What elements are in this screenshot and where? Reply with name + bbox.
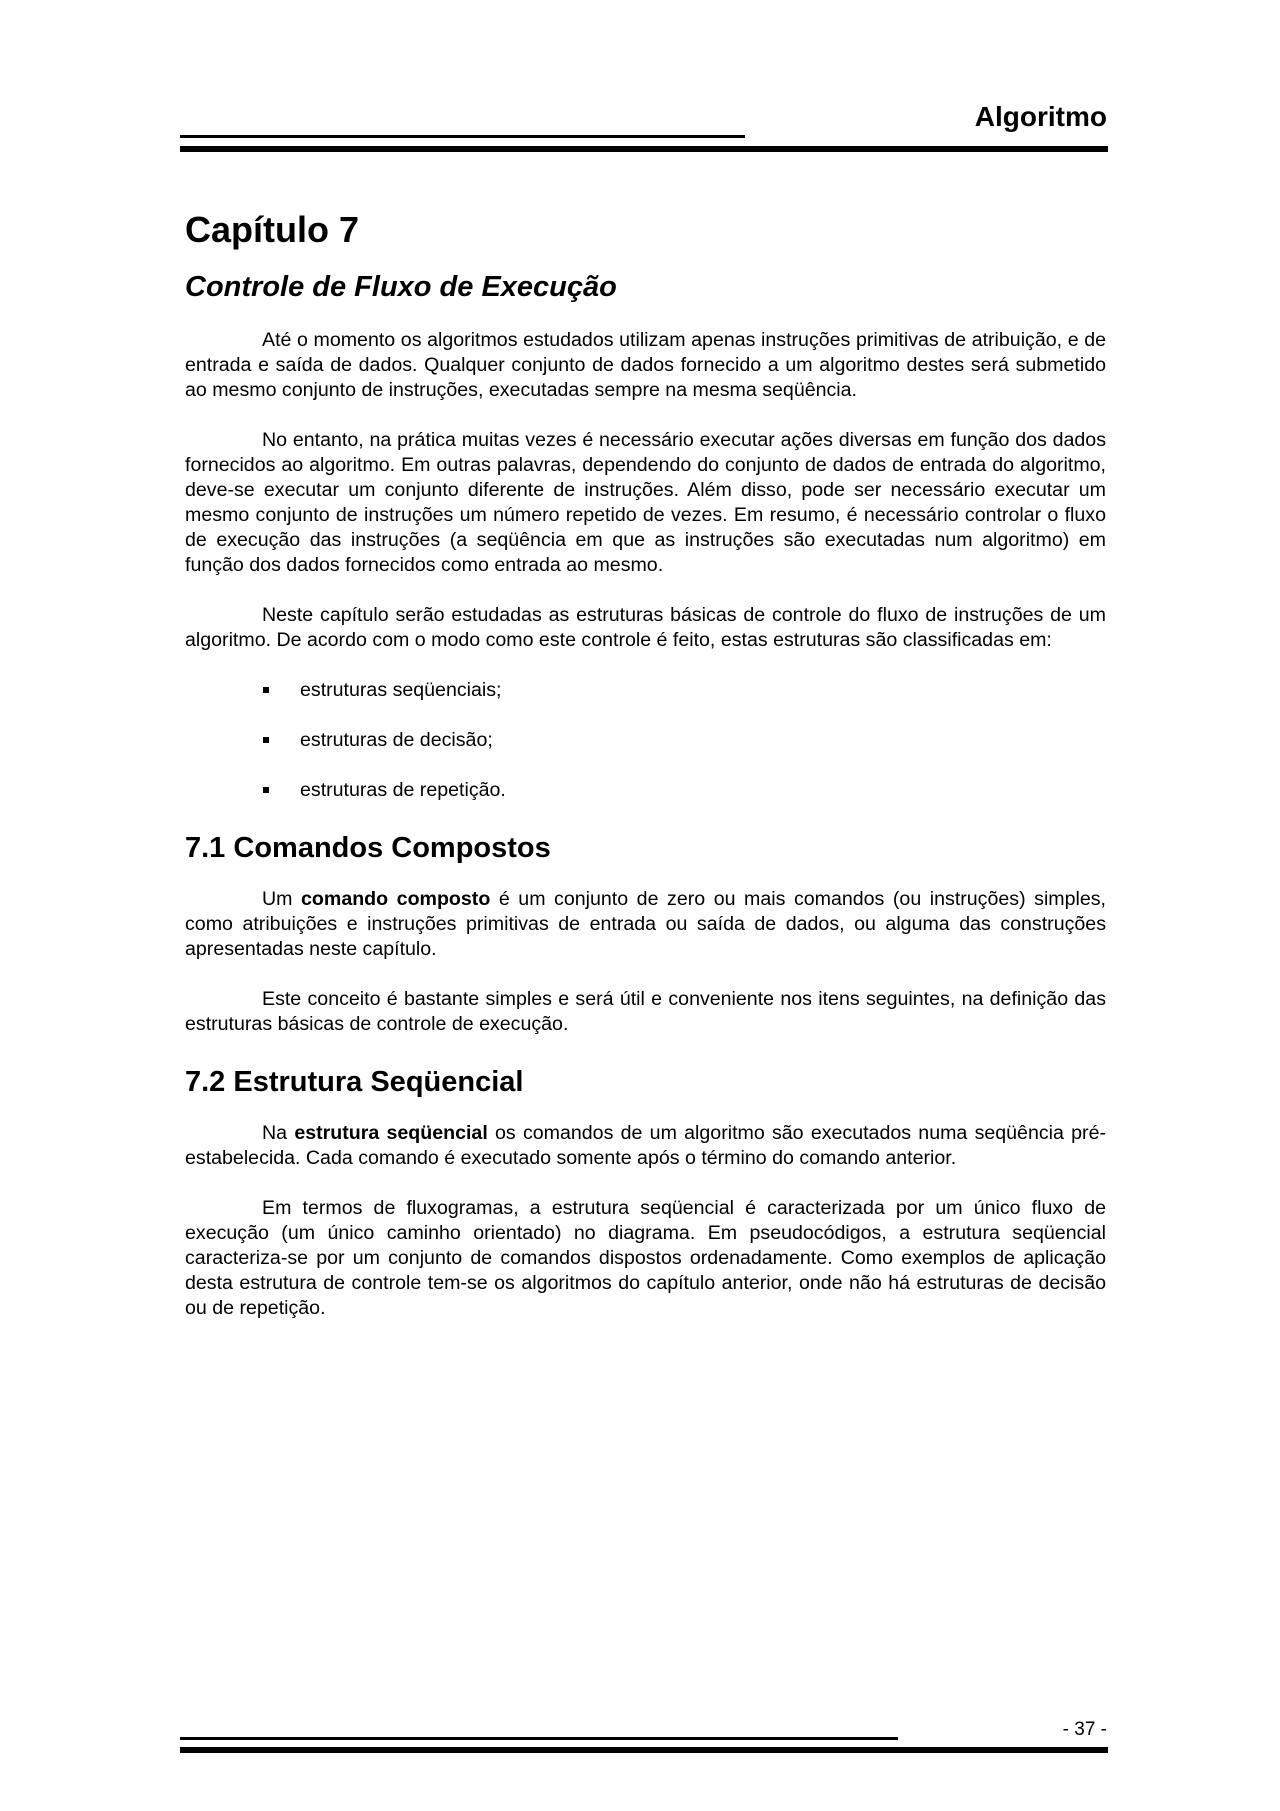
footer-rule-thick bbox=[180, 1747, 1108, 1753]
text-span: os comandos de um algoritmo são executados numa seqüência pré-estabelecida. Cada comando é executado somente após o término do comando anterior. bbox=[185, 1122, 1106, 1169]
bold-term: comando composto bbox=[301, 888, 491, 910]
list-item-text: estruturas seqüenciais; bbox=[300, 679, 502, 701]
page-content bbox=[185, 208, 1106, 1346]
page-number: - 37 - bbox=[1062, 1719, 1107, 1740]
header-rule-thin bbox=[180, 135, 745, 138]
square-bullet-icon bbox=[263, 687, 269, 693]
list-item-text: estruturas de decisão; bbox=[300, 729, 493, 751]
list-item bbox=[263, 728, 1106, 753]
section1-paragraph-2: Este conceito é bastante simples e será útil e conveniente nos itens seguintes, na definição das estruturas básicas de controle de execução. bbox=[185, 988, 1106, 1035]
text-span: é um conjunto de zero ou mais comandos (ou instruções) simples, como atribuições e instruções primitivas de entrada ou saída de dados, ou alguma das construções apresentadas neste capítulo. bbox=[185, 888, 1107, 960]
list-item-text: estruturas de repetição. bbox=[300, 779, 506, 801]
section-heading-7-1: 7.1 Comandos Compostos bbox=[185, 832, 551, 864]
section1-paragraph-1 bbox=[185, 887, 1106, 962]
list-item bbox=[263, 778, 1106, 803]
text-span: Na bbox=[262, 1122, 295, 1144]
section2-paragraph-1 bbox=[185, 1121, 1106, 1171]
section2-paragraph-2: Em termos de fluxogramas, a estrutura seqüencial é caracterizada por um único fluxo de execução (um único caminho orientado) no diagrama. Em pseudocódigos, a estrutura seqüencial caracteriza-se por um conjunto de comandos dispostos ordenadamente. Como exemplos de aplicação desta estrutura de controle tem-se os algoritmos do capítulo anterior, onde não há estruturas de decisão ou de repetição. bbox=[185, 1197, 1106, 1319]
structure-list bbox=[185, 678, 1106, 803]
running-header-title: Algoritmo bbox=[974, 101, 1107, 132]
section-heading-7-2: 7.2 Estrutura Seqüencial bbox=[185, 1066, 524, 1098]
intro-paragraph-1: Até o momento os algoritmos estudados utilizam apenas instruções primitivas de atribuição, e de entrada e saída de dados. Qualquer conjunto de dados fornecido a um algoritmo destes será submetido ao mesmo conjunto de instruções, executadas sempre na mesma seqüência. bbox=[185, 329, 1106, 401]
bold-term: estrutura seqüencial bbox=[294, 1122, 488, 1144]
square-bullet-icon bbox=[263, 737, 269, 743]
intro-paragraph-2: No entanto, na prática muitas vezes é necessário executar ações diversas em função dos dados fornecidos ao algoritmo. Em outras palavras, dependendo do conjunto de dados de entrada do algoritmo, deve-se executar um conjunto diferente de instruções. Além disso, pode ser necessário executar um mesmo conjunto de instruções um número repetido de vezes. Em resumo, é necessário controlar o fluxo de execução das instruções (a seqüência em que as instruções são executadas num algoritmo) em função dos dados fornecidos como entrada ao mesmo. bbox=[185, 429, 1106, 576]
list-item bbox=[263, 678, 1106, 703]
square-bullet-icon bbox=[263, 787, 269, 793]
text-span: Um bbox=[262, 888, 302, 910]
footer-rule-thin bbox=[180, 1737, 898, 1740]
chapter-subtitle: Controle de Fluxo de Execução bbox=[185, 271, 617, 303]
intro-paragraph-3: Neste capítulo serão estudadas as estruturas básicas de controle do fluxo de instruções de um algoritmo. De acordo com o modo como este controle é feito, estas estruturas são classificadas em: bbox=[185, 604, 1106, 651]
chapter-title: Capítulo 7 bbox=[185, 209, 360, 250]
header-rule-thick bbox=[180, 146, 1108, 152]
